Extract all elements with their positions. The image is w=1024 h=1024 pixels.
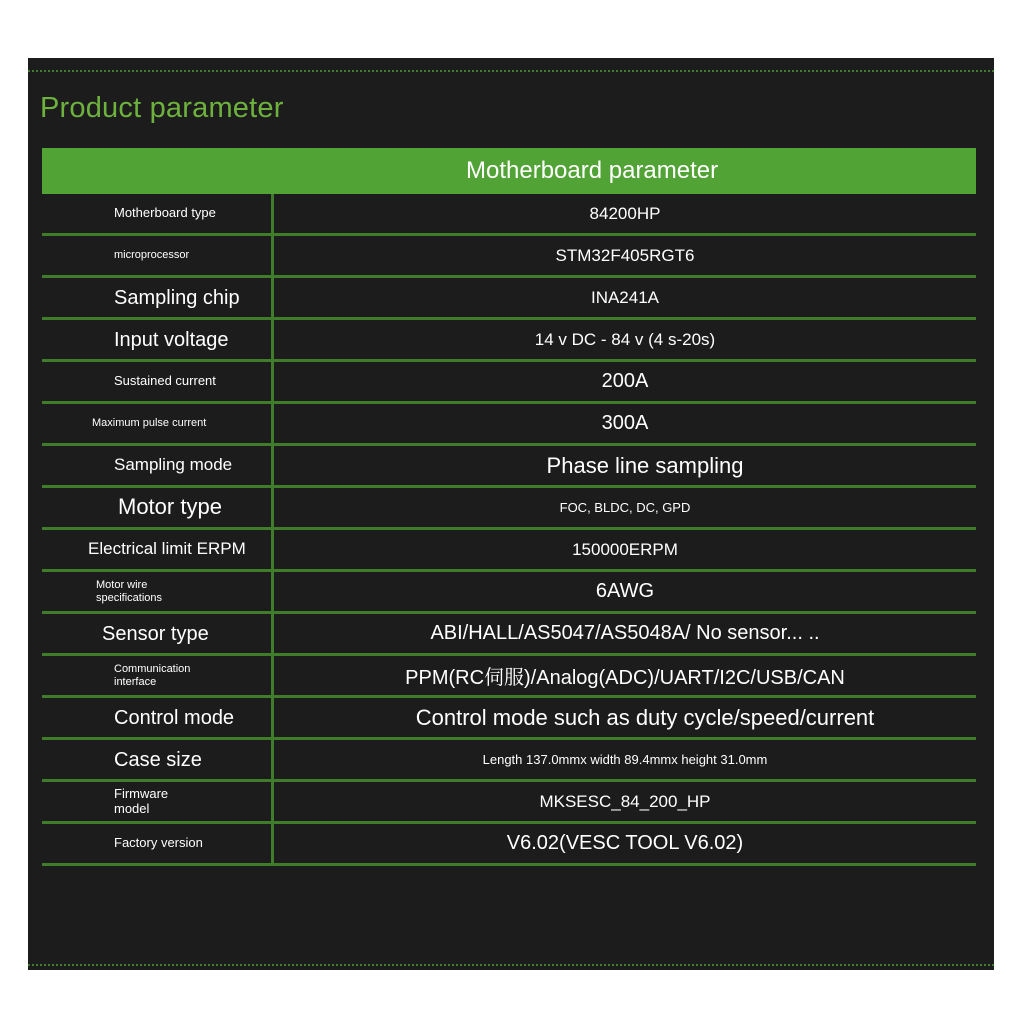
row-label: Maximum pulse current: [42, 404, 274, 443]
row-label: Communication interface: [42, 656, 274, 695]
table-header: [42, 148, 976, 194]
table-row: [42, 362, 976, 404]
table-row: [42, 488, 976, 530]
table-row: [42, 446, 976, 488]
row-value: 14 v DC - 84 v (4 s-20s): [534, 329, 716, 349]
page-heading: Product parameter: [40, 92, 284, 124]
top-dotted-border: [28, 70, 994, 72]
row-value: Length 137.0mmx width 89.4mmx height 31.0mm: [482, 752, 768, 767]
row-label: microprocessor: [42, 236, 274, 275]
row-label: Control mode: [42, 698, 274, 737]
row-value: PPM(RC伺服)/Analog(ADC)/UART/I2C/USB/CAN: [405, 667, 845, 689]
row-label: Motherboard type: [42, 194, 274, 233]
row-label: Sampling mode: [42, 446, 274, 485]
table-title: Motherboard parameter: [466, 157, 719, 184]
row-value: V6.02(VESC TOOL V6.02): [506, 832, 744, 854]
table-row: [42, 236, 976, 278]
table-row: [42, 782, 976, 824]
row-value: Control mode such as duty cycle/speed/current: [415, 704, 875, 730]
row-value: Phase line sampling: [546, 452, 744, 478]
row-value: 300A: [601, 412, 649, 434]
row-label: Case size: [42, 740, 274, 779]
table-row: [42, 194, 976, 236]
table-row: [42, 320, 976, 362]
table-row: [42, 404, 976, 446]
table-row: [42, 614, 976, 656]
row-label: Electrical limit ERPM: [42, 530, 274, 569]
table-row: [42, 530, 976, 572]
row-value: ABI/HALL/AS5047/AS5048A/ No sensor... ..: [430, 622, 820, 644]
table-row: [42, 740, 976, 782]
row-value: STM32F405RGT6: [555, 245, 695, 265]
row-label: Sampling chip: [42, 278, 274, 317]
row-value: 150000ERPM: [572, 539, 678, 559]
table-row: [42, 656, 976, 698]
row-value: MKSESC_84_200_HP: [539, 791, 711, 811]
table-row: [42, 824, 976, 866]
table-row: [42, 572, 976, 614]
row-label: Motor wire specifications: [42, 572, 274, 611]
bottom-dotted-border: [28, 964, 994, 966]
row-value: 84200HP: [589, 203, 661, 223]
parameter-table: [42, 148, 976, 866]
row-label: Sensor type: [42, 614, 274, 653]
row-value: FOC, BLDC, DC, GPD: [559, 500, 691, 515]
product-parameter-panel: [28, 58, 994, 970]
row-value: 6AWG: [595, 580, 655, 602]
row-label: Factory version: [42, 824, 274, 863]
row-label: Sustained current: [42, 362, 274, 401]
table-row: [42, 278, 976, 320]
table-row: [42, 698, 976, 740]
row-label: Motor type: [42, 488, 274, 527]
row-value: 200A: [601, 370, 649, 392]
row-label: Input voltage: [42, 320, 274, 359]
row-value: INA241A: [590, 287, 660, 307]
row-label: Firmware model: [42, 782, 274, 821]
